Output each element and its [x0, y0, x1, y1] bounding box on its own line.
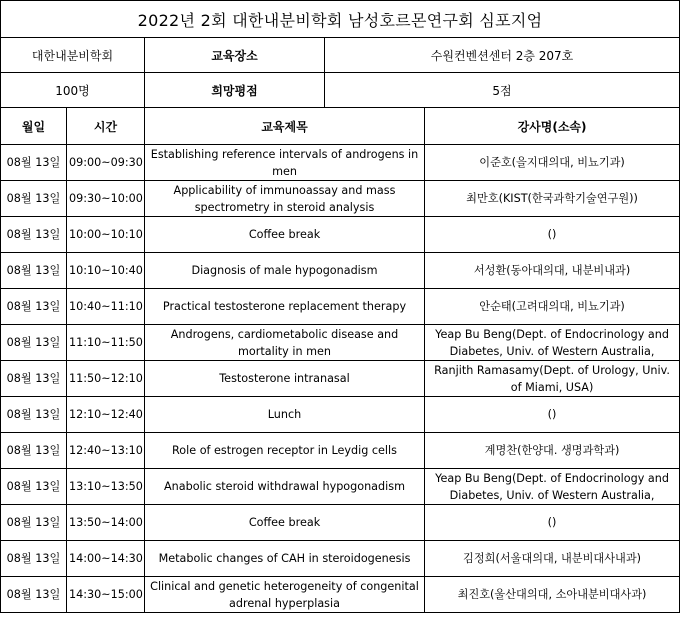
time-cell: 14:00~14:30 — [67, 541, 145, 577]
speaker-cell: 김정희(서울대의대, 내분비대사내과) — [425, 541, 680, 577]
speaker-cell: 계명찬(한양대. 생명과학과) — [425, 433, 680, 469]
subject-cell: Diagnosis of male hypogonadism — [145, 253, 425, 289]
speaker-cell: 안순태(고려대의대, 비뇨기과) — [425, 289, 680, 325]
date-cell: 08월 13일 — [1, 433, 67, 469]
time-cell: 11:50~12:10 — [67, 361, 145, 397]
organizer-cell: 대한내분비학회 — [1, 38, 145, 73]
speaker-cell: Yeap Bu Beng(Dept. of Endocrinology and Diabetes, Univ. of Western Australia, — [425, 325, 680, 361]
table-row — [1, 361, 680, 397]
table-header-row — [1, 108, 680, 145]
table-row — [1, 577, 680, 613]
rating-value: 5점 — [325, 73, 680, 108]
table-row — [1, 217, 680, 253]
table-row — [1, 433, 680, 469]
header-speaker: 강사명(소속) — [425, 108, 680, 145]
table-row — [1, 541, 680, 577]
date-cell: 08월 13일 — [1, 541, 67, 577]
date-cell: 08월 13일 — [1, 469, 67, 505]
table-row — [1, 505, 680, 541]
subject-cell: Role of estrogen receptor in Leydig cells — [145, 433, 425, 469]
speaker-cell: () — [425, 217, 680, 253]
speaker-cell: 최만호(KIST(한국과학기술연구원)) — [425, 181, 680, 217]
table-row — [1, 469, 680, 505]
date-cell: 08월 13일 — [1, 505, 67, 541]
subject-cell: Anabolic steroid withdrawal hypogonadism — [145, 469, 425, 505]
time-cell: 12:40~13:10 — [67, 433, 145, 469]
time-cell: 14:30~15:00 — [67, 577, 145, 613]
subject-cell: Coffee break — [145, 217, 425, 253]
table-row — [1, 325, 680, 361]
date-cell: 08월 13일 — [1, 253, 67, 289]
table-row — [1, 397, 680, 433]
info-row-capacity — [1, 73, 680, 108]
date-cell: 08월 13일 — [1, 361, 67, 397]
date-cell: 08월 13일 — [1, 577, 67, 613]
time-cell: 13:50~14:00 — [67, 505, 145, 541]
subject-cell: Androgens, cardiometabolic disease and mortality in men — [145, 325, 425, 361]
speaker-cell: 이준호(을지대의대, 비뇨기과) — [425, 145, 680, 181]
date-cell: 08월 13일 — [1, 397, 67, 433]
table-row — [1, 181, 680, 217]
subject-cell: Practical testosterone replacement therapy — [145, 289, 425, 325]
time-cell: 09:00~09:30 — [67, 145, 145, 181]
info-row-venue — [1, 38, 680, 73]
time-cell: 09:30~10:00 — [67, 181, 145, 217]
date-cell: 08월 13일 — [1, 217, 67, 253]
subject-cell: Lunch — [145, 397, 425, 433]
venue-value: 수원컨벤션센터 2층 207호 — [325, 38, 680, 73]
time-cell: 10:10~10:40 — [67, 253, 145, 289]
speaker-cell: Yeap Bu Beng(Dept. of Endocrinology and Diabetes, Univ. of Western Australia, — [425, 469, 680, 505]
venue-label: 교육장소 — [145, 38, 325, 73]
header-time: 시간 — [67, 108, 145, 145]
subject-cell: Metabolic changes of CAH in steroidogenesis — [145, 541, 425, 577]
rating-label: 희망평점 — [145, 73, 325, 108]
date-cell: 08월 13일 — [1, 145, 67, 181]
title-row — [1, 1, 680, 38]
subject-cell: Coffee break — [145, 505, 425, 541]
header-subject: 교육제목 — [145, 108, 425, 145]
header-date: 월일 — [1, 108, 67, 145]
subject-cell: Establishing reference intervals of androgens in men — [145, 145, 425, 181]
subject-cell: Clinical and genetic heterogeneity of congenital adrenal hyperplasia — [145, 577, 425, 613]
table-row — [1, 145, 680, 181]
speaker-cell: 최진호(울산대의대, 소아내분비대사과) — [425, 577, 680, 613]
speaker-cell: () — [425, 397, 680, 433]
time-cell: 12:10~12:40 — [67, 397, 145, 433]
speaker-cell: () — [425, 505, 680, 541]
time-cell: 11:10~11:50 — [67, 325, 145, 361]
table-row — [1, 253, 680, 289]
page-title: 2022년 2회 대한내분비학회 남성호르몬연구회 심포지엄 — [1, 1, 680, 38]
date-cell: 08월 13일 — [1, 181, 67, 217]
time-cell: 10:00~10:10 — [67, 217, 145, 253]
speaker-cell: 서성환(동아대의대, 내분비내과) — [425, 253, 680, 289]
table-row — [1, 289, 680, 325]
speaker-cell: Ranjith Ramasamy(Dept. of Urology, Univ. of Miami, USA) — [425, 361, 680, 397]
subject-cell: Testosterone intranasal — [145, 361, 425, 397]
subject-cell: Applicability of immunoassay and mass spectrometry in steroid analysis — [145, 181, 425, 217]
time-cell: 10:40~11:10 — [67, 289, 145, 325]
capacity-cell: 100명 — [1, 73, 145, 108]
time-cell: 13:10~13:50 — [67, 469, 145, 505]
date-cell: 08월 13일 — [1, 289, 67, 325]
date-cell: 08월 13일 — [1, 325, 67, 361]
